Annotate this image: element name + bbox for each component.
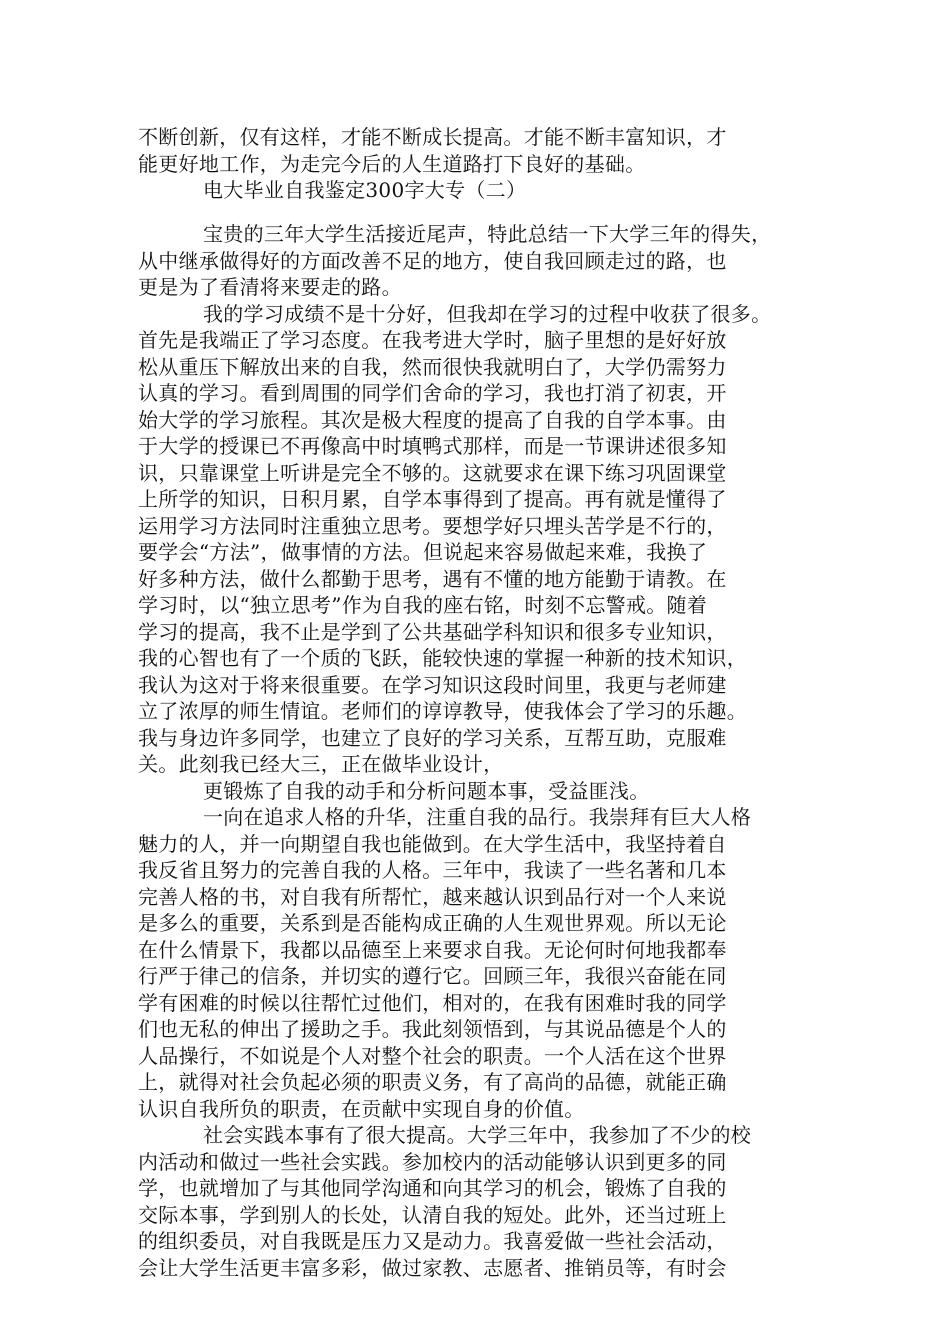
body-line: 识，只靠课堂上听讲是完全不够的。这就要求在课下练习巩固课堂 — [138, 460, 727, 485]
body-line: 宝贵的三年大学生活接近尾声，特此总结一下大学三年的得失， — [203, 222, 772, 246]
top-line: 能更好地工作，为走完今后的人生道路打下良好的基础。 — [138, 151, 646, 176]
body-line: 学习的提高，我不止是学到了公共基础学科知识和很多专业知识， — [138, 619, 727, 644]
body-line: 关。此刻我已经大三，正在做毕业设计， — [138, 752, 504, 776]
body-line: 从中继承做得好的方面改善不足的地方，使自我回顾走过的路，也 — [138, 248, 727, 273]
body-line: 是多么的重要，关系到是否能构成正确的人生观世界观。所以无论 — [138, 911, 727, 935]
body-line: 更锻炼了自我的动手和分析问题本事，受益匪浅。 — [203, 778, 650, 803]
body-line: 在什么情景下，我都以品德至上来要求自我。无论何时何地我都奉 — [138, 937, 727, 962]
body-line: 首先是我端正了学习态度。在我考进大学时，脑子里想的是好好放 — [138, 328, 727, 352]
body-line: 要学会“方法”，做事情的方法。但说起来容易做起来难，我换了 — [138, 540, 708, 564]
body-line: 我认为这对于将来很重要。在学习知识这段时间里，我更与老师建 — [138, 672, 727, 697]
body-line: 学，也就增加了与其他同学沟通和向其学习的机会，锻炼了自我的 — [138, 1176, 727, 1200]
body-line: 一向在追求人格的升华，注重自我的品行。我崇拜有巨大人格 — [203, 805, 752, 829]
body-line: 学有困难的时候以往帮忙过他们，相对的，在我有困难时我的同学 — [138, 990, 727, 1015]
document-top-section — [138, 124, 823, 204]
body-line: 立了浓厚的师生情谊。老师们的谆谆教导，使我体会了学习的乐趣。 — [138, 699, 747, 723]
body-line: 我的心智也有了一个质的飞跃，能较快速的掌握一种新的技术知识， — [138, 646, 747, 670]
body-line: 的组织委员，对自我既是压力又是动力。我喜爱做一些社会活动， — [138, 1229, 727, 1253]
body-line: 交际本事，学到别人的长处，认清自我的短处。此外，还当过班上 — [138, 1202, 727, 1227]
body-line: 认识自我所负的职责，在贡献中实现自身的价值。 — [138, 1096, 585, 1121]
body-line: 于大学的授课已不再像高中时填鸭式那样，而是一节课讲述很多知 — [138, 434, 727, 458]
body-line: 我与身边许多同学，也建立了良好的学习关系，互帮互助，克服难 — [138, 725, 727, 750]
body-line: 我的学习成绩不是十分好，但我却在学习的过程中收获了很多。 — [203, 301, 772, 326]
body-line: 上，就得对社会负起必须的职责义务，有了高尚的品德，就能正确 — [138, 1070, 727, 1094]
body-line: 更是为了看清将来要走的路。 — [138, 275, 402, 299]
body-line: 好多种方法，做什么都勤于思考，遇有不懂的地方能勤于请教。在 — [138, 566, 727, 591]
body-line: 会让大学生活更丰富多彩，做过家教、志愿者、推销员等，有时会 — [138, 1255, 727, 1280]
body-line: 行严于律己的信条，并切实的遵行它。回顾三年，我很兴奋能在同 — [138, 964, 727, 988]
body-line: 学习时，以“独立思考”作为自我的座右铭，时刻不忘警戒。随着 — [138, 593, 708, 617]
body-line: 社会实践本事有了很大提高。大学三年中，我参加了不少的校 — [203, 1123, 752, 1147]
body-line: 运用学习方法同时注重独立思考。要想学好只埋头苦学是不行的， — [138, 513, 727, 538]
top-line: 电大毕业自我鉴定300字大专（二） — [203, 178, 527, 202]
body-line: 内活动和做过一些社会实践。参加校内的活动能够认识到更多的同 — [138, 1149, 727, 1174]
body-line: 们也无私的伸出了援助之手。我此刻领悟到，与其说品德是个人的 — [138, 1017, 727, 1041]
body-line: 人品操行，不如说是个人对整个社会的职责。一个人活在这个世界 — [138, 1043, 727, 1068]
body-line: 魅力的人，并一向期望自我也能做到。在大学生活中，我坚持着自 — [138, 831, 727, 856]
top-line: 不断创新，仅有这样，才能不断成长提高。才能不断丰富知识，才 — [138, 125, 727, 149]
body-line: 认真的学习。看到周围的同学们舍命的学习，我也打消了初衷，开 — [138, 381, 727, 405]
body-line: 上所学的知识，日积月累，自学本事得到了提高。再有就是懂得了 — [138, 487, 727, 511]
body-line: 松从重压下解放出来的自我，然而很快我就明白了，大学仍需努力 — [138, 354, 727, 379]
body-line: 我反省且努力的完善自我的人格。三年中，我读了一些名著和几本 — [138, 858, 727, 882]
body-line: 完善人格的书，对自我有所帮忙，越来越认识到品行对一个人来说 — [138, 884, 727, 909]
document-body — [138, 221, 823, 1281]
body-line: 始大学的学习旅程。其次是极大程度的提高了自我的自学本事。由 — [138, 407, 727, 432]
